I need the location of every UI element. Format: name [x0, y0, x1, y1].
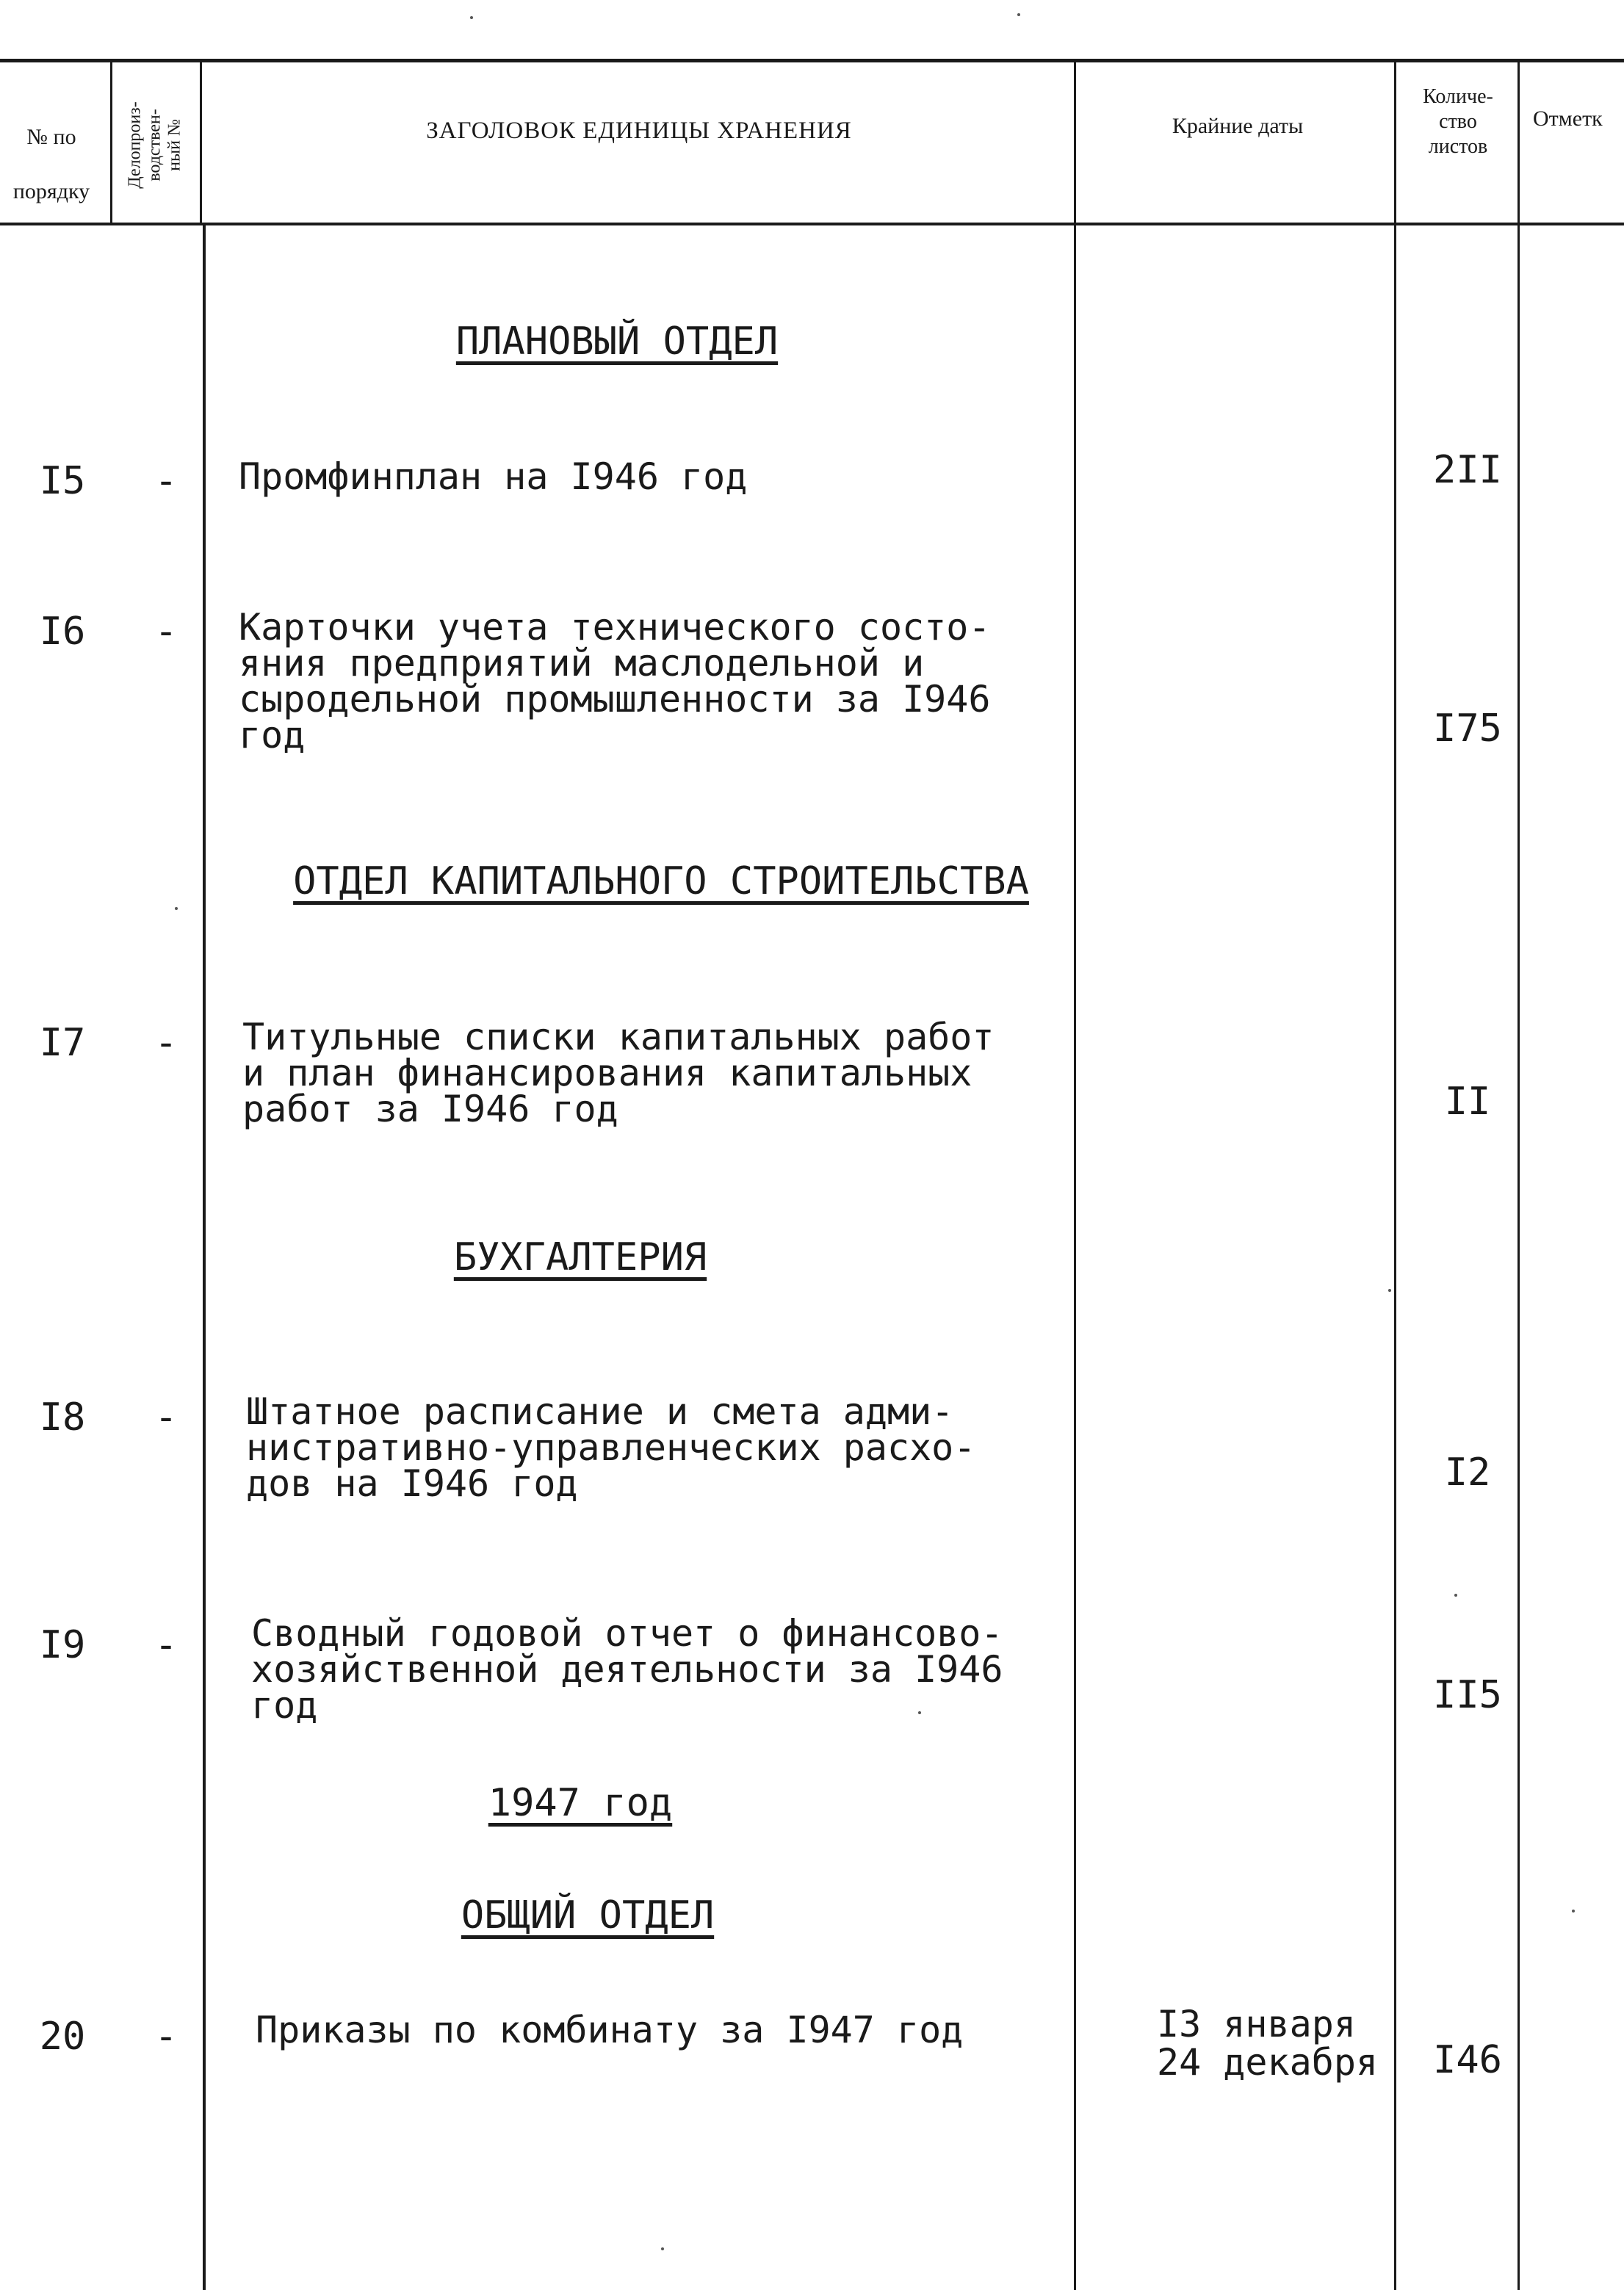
column-header-delo — [126, 101, 185, 188]
row-sheet-count: 2II — [1433, 448, 1502, 492]
row-title-line: Карточки учета технического состо- — [239, 606, 991, 649]
column-header-sheet-count — [1399, 84, 1517, 159]
section-heading-accounting: БУХГАЛТЕРИЯ — [453, 1235, 707, 1279]
section-heading-general: ОБЩИЙ ОТДЕЛ — [461, 1893, 715, 1937]
row-title-line: год — [251, 1684, 318, 1727]
row-title-line: Сводный годовой отчет о финансово- — [251, 1612, 1003, 1655]
row-title-line: дов на I946 год — [246, 1462, 578, 1505]
row-sheet-count: II — [1444, 1080, 1491, 1124]
scan-speck — [918, 1711, 921, 1714]
row-number: I5 — [39, 459, 86, 503]
row-delo-number: - — [154, 1623, 178, 1667]
row-delo-number: - — [154, 2015, 178, 2059]
column-header-title: ЗАГОЛОВОК ЕДИНИЦЫ ХРАНЕНИЯ — [426, 118, 852, 144]
scan-speck — [1454, 1594, 1457, 1597]
row-number: I7 — [39, 1021, 86, 1065]
scan-speck — [661, 2247, 664, 2250]
column-header-count-line2: ство — [1439, 110, 1477, 133]
section-heading-year: 1947 год — [488, 1781, 673, 1825]
row-number: 20 — [39, 2015, 86, 2059]
col-divider-4 — [1394, 62, 1396, 2290]
table-top-rule — [0, 59, 1624, 62]
row-delo-number: - — [154, 1021, 178, 1065]
column-header-count-line1: Количе- — [1423, 85, 1493, 108]
scan-speck — [470, 16, 473, 19]
row-title-line: сыродельной промышленности за I946 — [239, 678, 991, 720]
row-delo-number: - — [154, 1395, 178, 1440]
column-header-dates: Крайние даты — [1172, 114, 1304, 138]
row-number: I9 — [39, 1623, 86, 1667]
col-divider-2 — [203, 225, 206, 2290]
column-header-number-line2: порядку — [12, 179, 90, 203]
row-title-line: яния предприятий маслодельной и — [239, 642, 925, 685]
scan-speck — [175, 907, 178, 910]
row-sheet-count: I75 — [1433, 707, 1502, 751]
row-sheet-count: I46 — [1433, 2038, 1502, 2082]
row-sheet-count: I2 — [1444, 1451, 1491, 1495]
column-header-delo-line3: ный № — [165, 118, 184, 171]
row-date-start: I3 января — [1157, 2003, 1356, 2045]
row-title-line: и план финансирования капитальных — [242, 1052, 972, 1094]
row-delo-number: - — [154, 610, 178, 654]
column-header-delo-cell — [112, 68, 198, 222]
section-heading-planning: ПЛАНОВЫЙ ОТДЕЛ — [455, 319, 779, 364]
column-header-delo-line2: водствен- — [145, 108, 165, 181]
column-header-count-line3: листов — [1428, 135, 1488, 158]
row-delo-number: - — [154, 459, 178, 503]
row-title-line: хозяйственной деятельности за I946 — [251, 1648, 1003, 1691]
row-title-line: нистративно-управленческих расхо- — [246, 1426, 976, 1469]
column-header-number — [0, 110, 103, 219]
scan-speck — [1017, 13, 1020, 16]
column-header-number-line1: № по — [26, 125, 76, 149]
row-title-line: Приказы по комбинату за I947 год — [256, 2009, 964, 2051]
row-title-line: Титульные списки капитальных работ — [242, 1016, 995, 1058]
row-title-line: Промфинплан на I946 год — [239, 455, 748, 498]
header-bottom-rule — [0, 223, 1624, 225]
col-divider-2-header — [200, 62, 202, 223]
scan-speck — [1572, 1910, 1575, 1912]
col-divider-3 — [1074, 62, 1076, 2290]
row-title-line: год — [239, 714, 306, 756]
column-header-notes: Отметк — [1533, 106, 1603, 131]
section-heading-construction: ОТДЕЛ КАПИТАЛЬНОГО СТРОИТЕЛЬСТВА — [293, 859, 1029, 903]
col-divider-5 — [1517, 62, 1520, 2290]
scan-speck — [1388, 1289, 1391, 1292]
column-header-delo-line1: Делопроиз- — [125, 101, 145, 189]
row-title-line: работ за I946 год — [242, 1088, 618, 1130]
row-title-line: Штатное расписание и смета адми- — [246, 1390, 954, 1433]
row-date-end: 24 декабря — [1157, 2041, 1379, 2084]
row-number: I8 — [39, 1395, 86, 1440]
row-number: I6 — [39, 610, 86, 654]
row-sheet-count: II5 — [1433, 1673, 1502, 1717]
